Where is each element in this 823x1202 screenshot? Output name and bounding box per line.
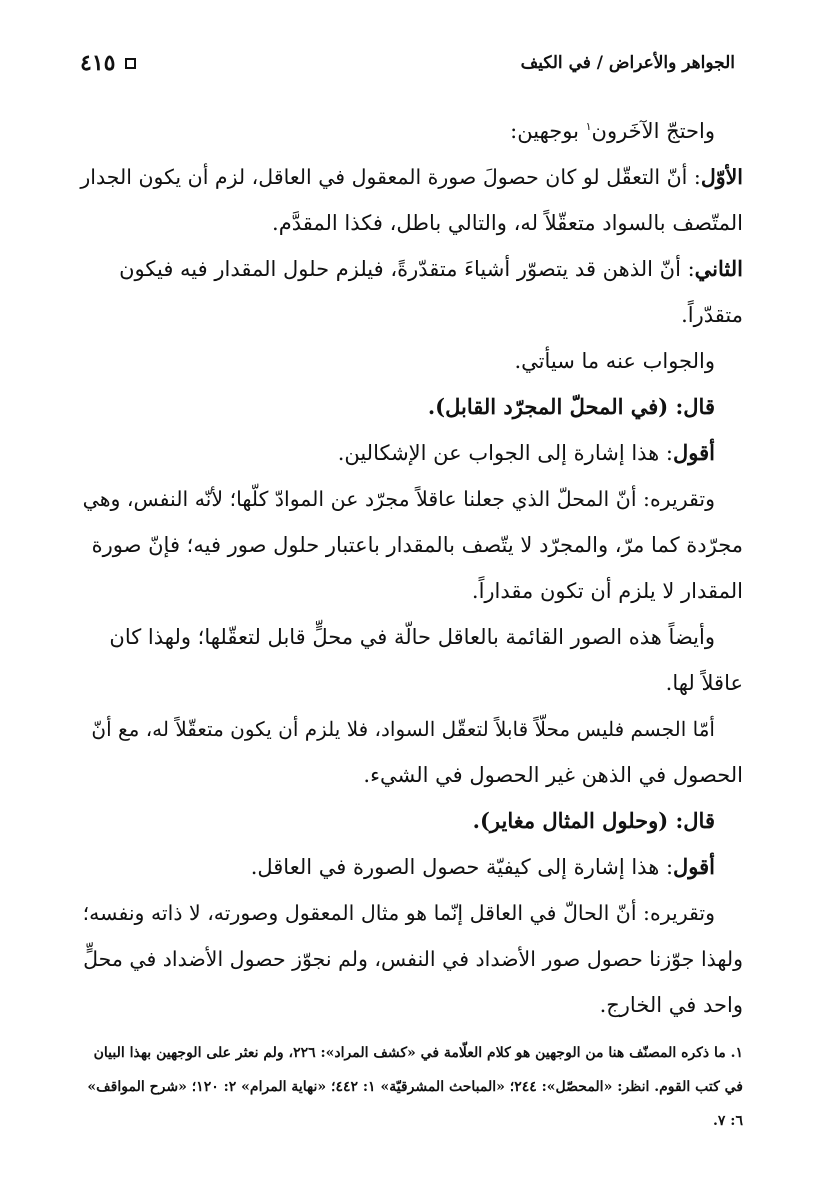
text-line: أمّا الجسم فليس محلّاً قابلاً لتعقّل السواد، فلا يلزم أن يكون متعقّلاً له، مع أنّ bbox=[91, 717, 715, 741]
text-line: مجرّدة كما مرّ، والمجرّد لا يتّصف بالمقدار باعتبار حلول صور فيه؛ فإنّ صورة bbox=[91, 533, 743, 557]
text-line: قال: (وحلول المثال مغاير). bbox=[472, 808, 715, 833]
text-line: واحد في الخارج. bbox=[599, 993, 743, 1017]
term-label: أقول bbox=[673, 854, 715, 879]
term-label: الأوّل bbox=[700, 165, 743, 189]
text-line: أقول: هذا إشارة إلى الجواب عن الإشكالين. bbox=[337, 440, 715, 465]
term-label: قال bbox=[683, 394, 715, 419]
text-line: الأوّل: أنّ التعقّل لو كان حصولَ صورة المعقول في العاقل، لزم أن يكون الجدار bbox=[80, 165, 743, 189]
text-line: وتقريره: أنّ الحالّ في العاقل إنّما هو مثال المعقول وصورته، لا ذاته ونفسه؛ bbox=[82, 901, 715, 925]
text-line: أقول: هذا إشارة إلى كيفيّة حصول الصورة في العاقل. bbox=[250, 854, 715, 879]
page-number-group bbox=[80, 50, 136, 76]
footnote-line: ٦: ٧. bbox=[713, 1113, 743, 1129]
text-line: المقدار لا يلزم أن تكون مقداراً. bbox=[471, 579, 743, 603]
text-line: عاقلاً لها. bbox=[665, 671, 743, 695]
text-line: المتّصف بالسواد متعقّلاً له، والتالي باطل، فكذا المقدَّم. bbox=[272, 211, 743, 235]
term-label: أقول bbox=[673, 440, 715, 465]
main-text bbox=[78, 108, 743, 1028]
text-line: متقدّراً. bbox=[681, 303, 743, 327]
text-line: واحتجّ الآخَرون$^١$ بوجهين: bbox=[510, 119, 715, 143]
text-line: ولهذا جوّزنا حصول صور الأضداد في النفس، ولم نجوّز حصول الأضداد في محلٍّ bbox=[83, 947, 743, 971]
text-line: الحصول في الذهن غير الحصول في الشيء. bbox=[363, 763, 743, 787]
text-line: والجواب عنه ما سيأتي. bbox=[514, 349, 715, 373]
page-number: ٤١٥ bbox=[80, 50, 116, 76]
running-header bbox=[80, 48, 735, 78]
footnote-line: في كتب القوم. انظر: «المحصّل»: ٢٤٤؛ «المباحث المشرقيّة» ١: ٤٤٢؛ «نهاية المرام» ٢: ١٢٠؛ «شرح المواقف» bbox=[87, 1079, 743, 1095]
footnote-line: ١. ما ذكره المصنّف هنا من الوجهين هو كلام العلّامة في «كشف المراد»: ٢٢٦، ولم نعثر على الوجهين بهذا البيان bbox=[93, 1045, 743, 1061]
term-label: قال bbox=[683, 808, 715, 833]
term-label: الثاني bbox=[694, 256, 743, 281]
footnote-marker[interactable]: ١ bbox=[585, 120, 592, 133]
square-ornament-icon bbox=[125, 58, 136, 69]
text-line: وأيضاً هذه الصور القائمة بالعاقل حالّة في محلٍّ قابل لتعقّلها؛ ولهذا كان bbox=[109, 625, 715, 649]
footnotes bbox=[78, 1036, 743, 1138]
chapter-title: الجواهر والأعراض / في الكيف bbox=[520, 53, 735, 73]
text-line: الثاني: أنّ الذهن قد يتصوّر أشياءَ متقدّرةً، فيلزم حلول المقدار فيه فيكون bbox=[119, 256, 743, 281]
text-line: قال: (في المحلّ المجرّد القابل). bbox=[427, 394, 715, 419]
text-line: وتقريره: أنّ المحلّ الذي جعلنا عاقلاً مجرّد عن الموادّ كلّها؛ لأنّه النفس، وهي bbox=[82, 487, 715, 511]
